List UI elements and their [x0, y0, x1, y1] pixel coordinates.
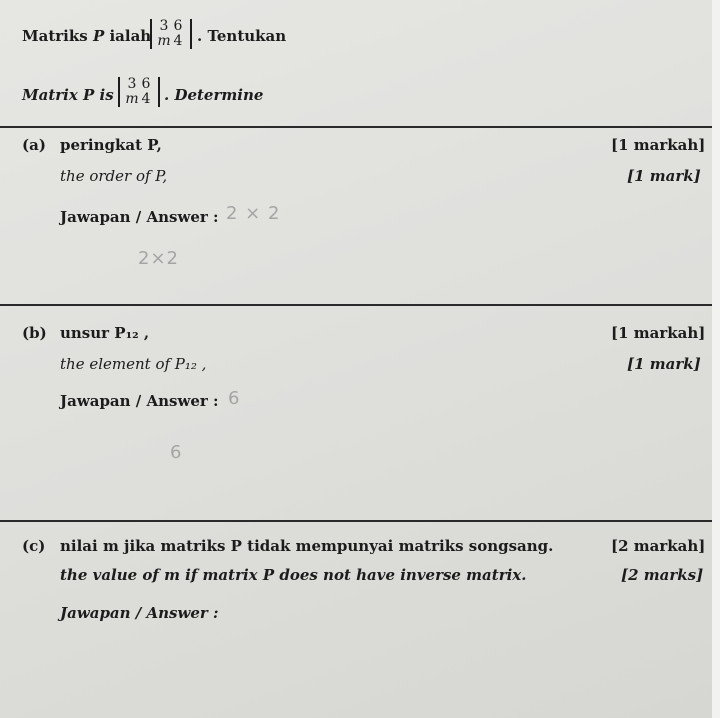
- matrix-english: [118, 77, 160, 107]
- matrix-cell: m: [125, 91, 139, 107]
- question-a-english: the order of P,: [60, 167, 168, 185]
- question-c-marks-malay: [2 markah]: [611, 537, 706, 555]
- matrix-cell: m: [157, 33, 171, 49]
- question-b-label: (b): [22, 324, 47, 342]
- intro-malay-prefix: Matriks: [22, 27, 88, 45]
- question-a-answer-below: 2×2: [138, 248, 179, 269]
- matrix-malay: [150, 19, 192, 49]
- intro-malay-line: [22, 27, 151, 45]
- question-c-english: the value of m if matrix P does not have inverse matrix.: [60, 566, 527, 584]
- matrix-cell: 6: [173, 18, 183, 34]
- intro-english-mid: is: [99, 86, 114, 104]
- question-a-label: (a): [22, 136, 46, 154]
- question-b-answer-label: Jawapan / Answer :: [60, 392, 219, 410]
- question-c-marks-english: [2 marks]: [621, 566, 704, 584]
- divider: [0, 304, 712, 306]
- intro-malay-var: P: [92, 27, 105, 45]
- question-a-malay: peringkat P,: [60, 136, 162, 154]
- question-b-answer-inline: 6: [228, 388, 241, 409]
- question-a-marks-malay: [1 markah]: [611, 136, 706, 154]
- matrix-cell: 3: [127, 76, 137, 92]
- matrix-cell: 6: [141, 76, 151, 92]
- intro-english-var: P: [83, 86, 95, 104]
- intro-malay-suffix: . Tentukan: [197, 27, 287, 45]
- question-a-answer-label: Jawapan / Answer :: [60, 208, 219, 226]
- divider: [0, 126, 712, 128]
- divider: [0, 520, 712, 522]
- question-a-answer-inline: 2 × 2: [226, 203, 281, 224]
- intro-malay-mid: ialah: [109, 27, 152, 45]
- question-b-marks-english: [1 mark]: [627, 355, 701, 373]
- question-b-answer-below: 6: [170, 442, 183, 463]
- page-edge: [712, 0, 720, 718]
- matrix-cell: 4: [173, 33, 183, 49]
- question-c-label: (c): [22, 537, 46, 555]
- intro-english-suffix: . Determine: [164, 86, 264, 104]
- intro-english-line: [22, 86, 114, 104]
- question-a-marks-english: [1 mark]: [627, 167, 701, 185]
- question-b-english: the element of P₁₂ ,: [60, 355, 207, 373]
- question-b-malay: unsur P₁₂ ,: [60, 324, 150, 342]
- matrix-cell: 3: [159, 18, 169, 34]
- question-b-marks-malay: [1 markah]: [611, 324, 706, 342]
- intro-english-prefix: Matrix: [22, 86, 78, 104]
- matrix-cell: 4: [141, 91, 151, 107]
- question-c-answer-label: Jawapan / Answer :: [60, 604, 219, 622]
- question-c-malay: nilai m jika matriks P tidak mempunyai matriks songsang.: [60, 537, 554, 555]
